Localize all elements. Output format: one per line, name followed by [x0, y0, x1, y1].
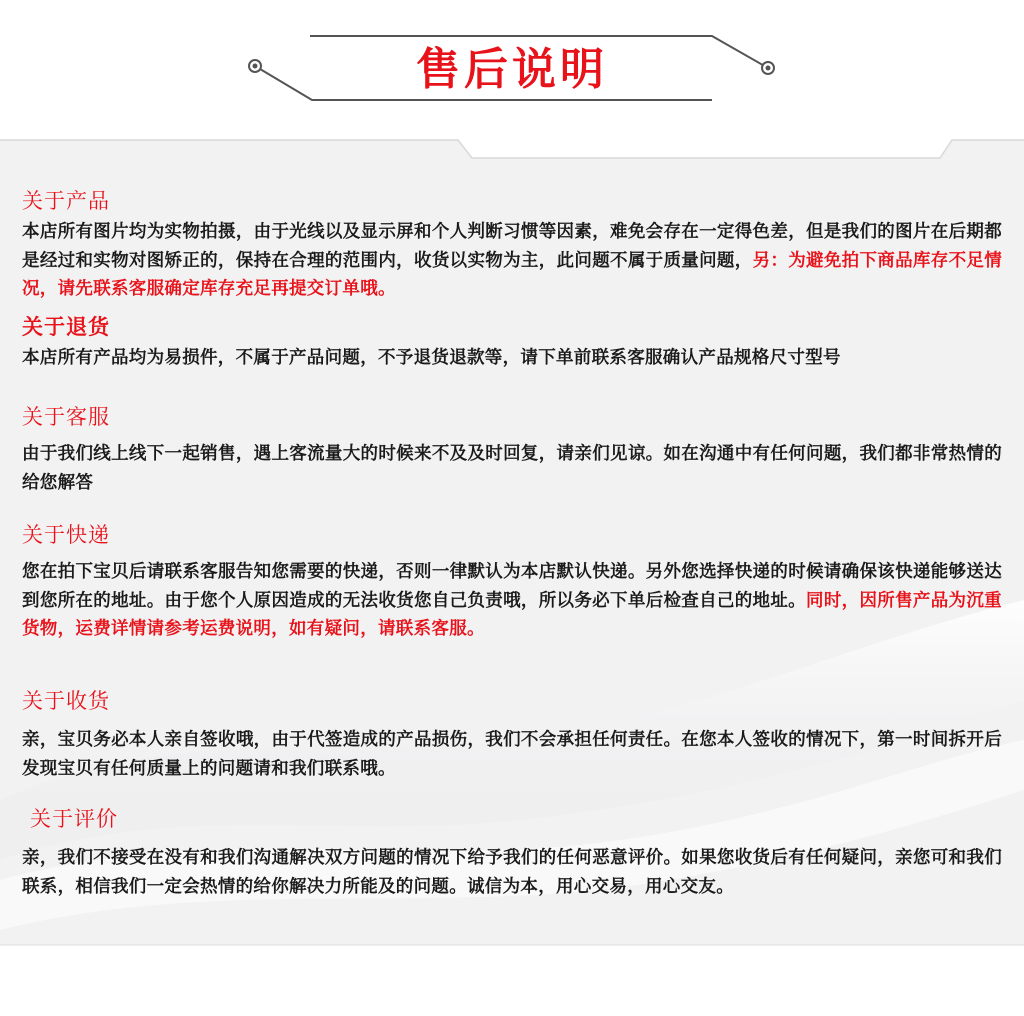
section-product [22, 186, 1002, 304]
section-shipping [22, 520, 1002, 644]
section-title: 关于快递 [22, 523, 110, 547]
section-service [22, 402, 1002, 497]
section-review [30, 804, 1002, 834]
notice-text: 同时，因所售产品为沉重货物，运费详情请参考运费说明，如有疑问，请联系客服。 [22, 590, 1002, 639]
section-body: 本店所有产品均为易损件，不属于产品问题，不予退货退款等，请下单前联系客服确认产品规格尺寸型号 [22, 348, 841, 368]
notice-text: 另：为避免拍下商品库存不足情况，请先联系客服确定库存充足再提交订单哦。 [22, 250, 1003, 299]
section-body: 亲，宝贝务必本人亲自签收哦，由于代签造成的产品损伤，我们不会承担任何责任。在您本人签收的情况下，第一时间拆开后发现宝贝有任何质量上的问题请和我们联系哦。 [22, 730, 1002, 779]
section-body: 您在拍下宝贝后请联系客服告知您需要的快递，否则一律默认为本店默认快递。另外您选择快递的时候请确保该快递能够送达到您所在的地址。由于您个人原因造成的无法收货您自己负责哦，所以务必下单后检查自己的地址。同时，因所售产品为沉重货物，运费详情请参考运费说明，如有疑问，请联系客服。 [22, 562, 1002, 639]
section-title: 关于客服 [22, 405, 110, 429]
section-receipt [22, 686, 1002, 783]
section-title: 关于收货 [22, 689, 110, 713]
section-title: 关于退货 [22, 315, 110, 339]
section-body: 亲，我们不接受在没有和我们沟通解决双方问题的情况下给予我们的任何恶意评价。如果您收货后有任何疑问，亲您可和我们联系，相信我们一定会热情的给你解决力所能及的问题。诚信为本，用心交易，用心交友。 [22, 848, 1002, 897]
section-return [22, 312, 1002, 373]
section-review-body [22, 842, 1002, 901]
page-title: 售后说明 [416, 44, 608, 95]
section-title: 关于评价 [30, 807, 118, 831]
section-body: 本店所有图片均为实物拍摄，由于光线以及显示屏和个人判断习惯等因素，难免会存在一定得色差，但是我们的图片在后期都是经过和实物对图矫正的，保持在合理的范围内，收货以实物为主，此问题不属于质量问题，另：为避免拍下商品库存不足情况，请先联系客服确定库存充足再提交订单哦。 [22, 222, 1003, 299]
section-body: 由于我们线上线下一起销售，遇上客流量大的时候来不及及时回复，请亲们见谅。如在沟通中有任何问题，我们都非常热情的给您解答 [22, 444, 1002, 493]
section-title: 关于产品 [22, 189, 110, 213]
